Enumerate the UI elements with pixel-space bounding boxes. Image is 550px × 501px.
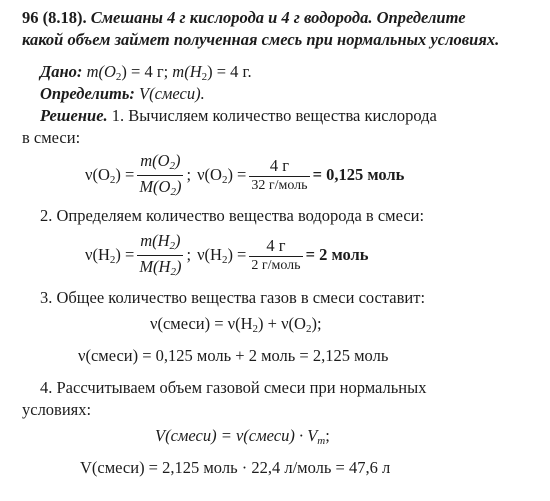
given-label: Дано: xyxy=(40,62,83,81)
problem-statement xyxy=(22,8,466,28)
f2-fraction: $\frac{m(H_2)}{M(H_2)}$ xyxy=(139,231,182,278)
f2-lhs2: $\nu(H_2)$ = xyxy=(197,244,247,266)
problem-number: 96 (8.18). xyxy=(22,8,87,27)
find-label: Определить: xyxy=(40,84,135,103)
formula-4b: V(смеси) = 2,125 моль · 22,4 л/моль = 47,6 л xyxy=(80,458,391,477)
problem-text: Смешаны 4 г кислорода и 4 г водорода. Определите xyxy=(90,8,466,27)
f1-lhs2: $\nu(O_2)$ = xyxy=(197,164,247,186)
f2-result: = 2 моль xyxy=(305,245,369,265)
step1-text-cont: в смеси: xyxy=(22,128,81,147)
formula-4a: V(смеси) = ν(смеси) · $V_m$; xyxy=(155,426,330,447)
formula-3a: ν(смеси) = $\nu(H_2) + \nu(O_2)$; xyxy=(150,314,322,335)
f1-sep: ; xyxy=(186,165,192,185)
step4-text-cont: условиях: xyxy=(22,400,92,419)
solution-step4: 4. Рассчитываем объем газовой смеси при нормальных xyxy=(40,378,427,397)
f1-lhs: $\nu(O_2)$ = xyxy=(85,164,135,186)
f1-fraction2: $\frac{4 г}{\text{32 г/моль}}$ xyxy=(251,155,308,193)
find-value: V(смеси). xyxy=(139,84,205,103)
given-line xyxy=(40,62,252,83)
formula-1 xyxy=(85,152,404,198)
solution-step3: 3. Общее количество вещества газов в смеси составит: xyxy=(40,288,426,307)
f2-fraction2: $\frac{4 г}{\text{2 г/моль}}$ xyxy=(251,235,301,273)
f1-result: = 0,125 моль xyxy=(312,165,405,185)
given-m-o2: $m(O_2) = 4$ г; xyxy=(86,62,169,83)
f1-fraction: $\frac{m(O_2)}{M(O_2)}$ xyxy=(139,151,182,198)
solution-label: Решение. xyxy=(40,106,108,125)
find-line xyxy=(40,84,205,104)
formula-2 xyxy=(85,232,369,278)
solution-step2: 2. Определяем количество вещества водорода в смеси: xyxy=(40,206,425,225)
problem-text-cont: какой объем займет полученная смесь при нормальных условиях. xyxy=(22,30,500,49)
f2-sep: ; xyxy=(186,245,192,265)
formula-3b: ν(смеси) = 0,125 моль + 2 моль = 2,125 моль xyxy=(78,346,389,365)
solution-step1 xyxy=(40,106,437,126)
step1-text: 1. Вычисляем количество вещества кислорода xyxy=(111,106,437,125)
f2-lhs: $\nu(H_2)$ = xyxy=(85,244,135,266)
given-m-h2: $m(H_2) = 4$ г. xyxy=(172,62,252,83)
